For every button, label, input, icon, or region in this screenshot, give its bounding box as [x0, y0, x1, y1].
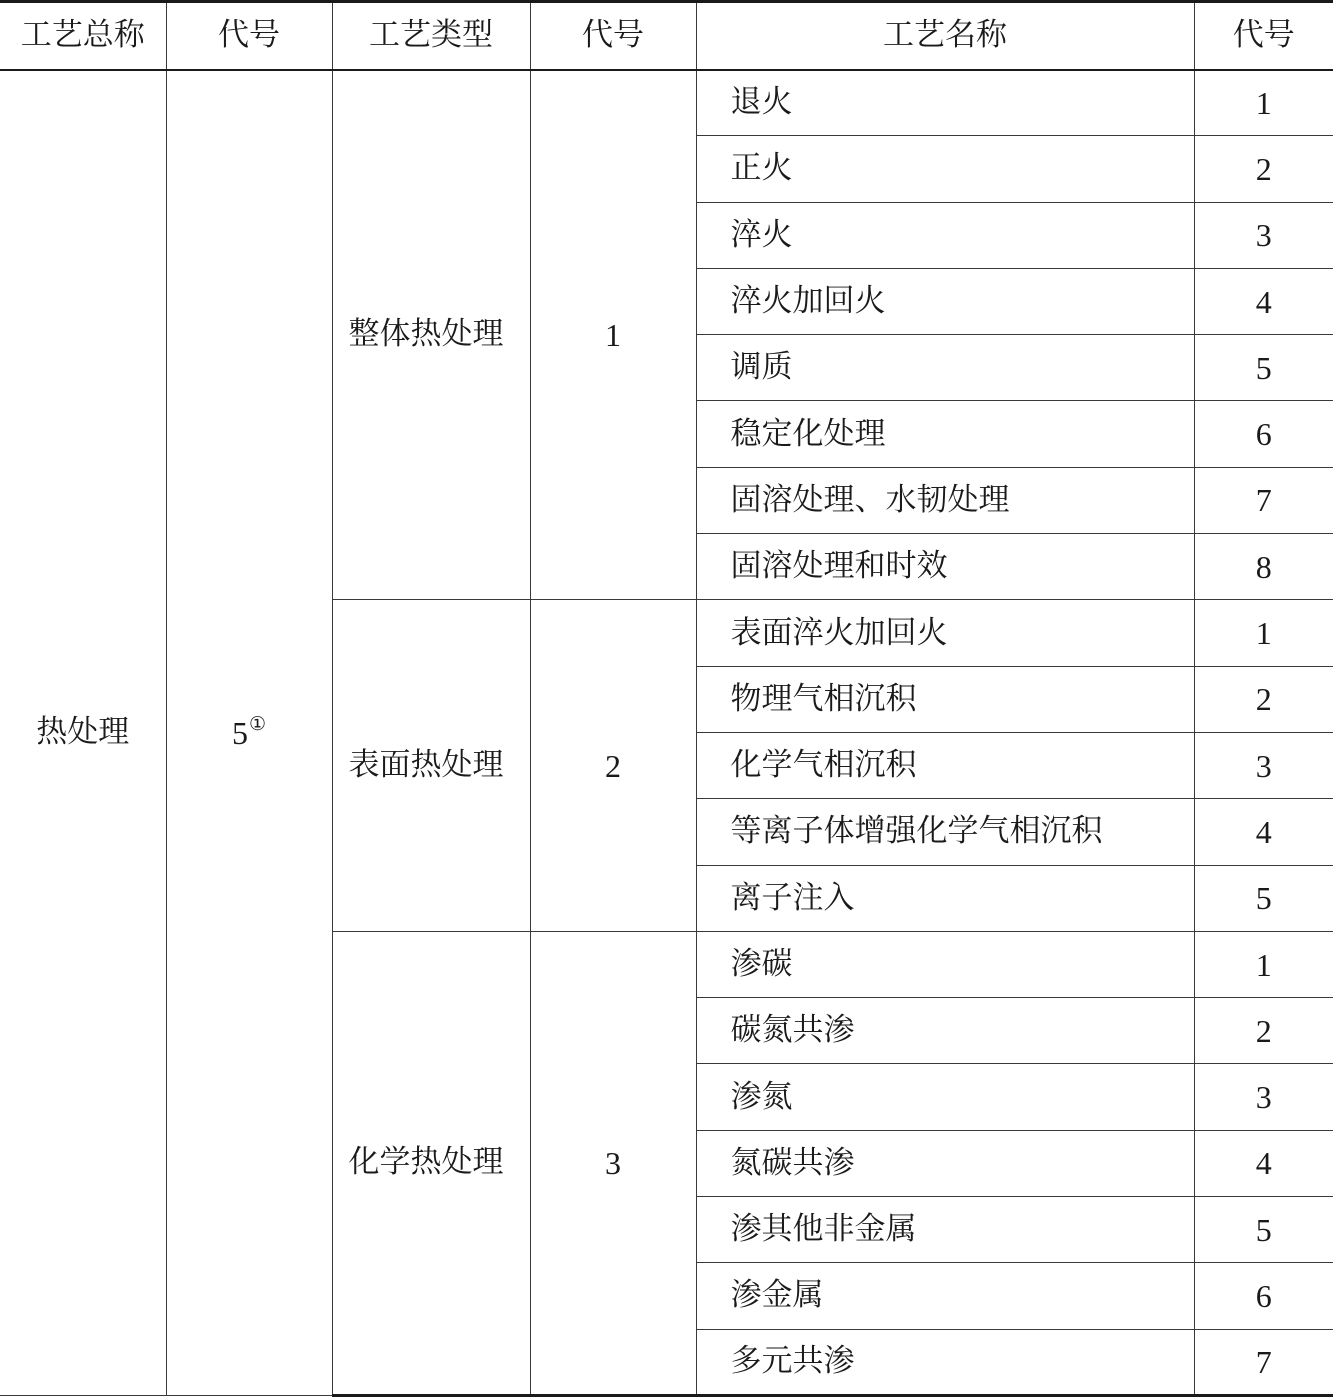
process-name-cell: 淬火加回火 — [696, 268, 1194, 334]
process-name-cell: 固溶处理和时效 — [696, 534, 1194, 600]
process-name-cell: 渗氮 — [696, 1064, 1194, 1130]
type-code-cell: 1 — [530, 70, 696, 600]
process-code-cell: 7 — [1194, 467, 1333, 533]
process-name-cell: 固溶处理、水韧处理 — [696, 467, 1194, 533]
process-code-cell: 6 — [1194, 1263, 1333, 1329]
process-code-cell: 3 — [1194, 732, 1333, 798]
process-code-cell: 4 — [1194, 799, 1333, 865]
process-code-cell: 1 — [1194, 931, 1333, 997]
process-code-cell: 3 — [1194, 1064, 1333, 1130]
process-name-cell: 渗碳 — [696, 931, 1194, 997]
process-code-cell: 4 — [1194, 1130, 1333, 1196]
process-name-cell: 碳氮共渗 — [696, 998, 1194, 1064]
table-row — [0, 70, 1333, 136]
process-name-cell: 稳定化处理 — [696, 401, 1194, 467]
process-code-cell: 2 — [1194, 998, 1333, 1064]
header-process-name: 工艺名称 — [696, 2, 1194, 70]
header-type-name: 工艺类型 — [332, 2, 530, 70]
process-code-cell: 8 — [1194, 534, 1333, 600]
header-type-code: 代号 — [530, 2, 696, 70]
general-code: 5 — [231, 715, 248, 752]
process-name-cell: 淬火 — [696, 202, 1194, 268]
process-code-cell: 6 — [1194, 401, 1333, 467]
general-code-cell — [166, 70, 332, 1396]
process-name-cell: 化学气相沉积 — [696, 732, 1194, 798]
process-code-cell: 5 — [1194, 1197, 1333, 1263]
process-code-cell: 2 — [1194, 666, 1333, 732]
process-code-cell: 1 — [1194, 600, 1333, 666]
process-name-cell: 离子注入 — [696, 865, 1194, 931]
process-name-cell: 渗其他非金属 — [696, 1197, 1194, 1263]
header-general-code: 代号 — [166, 2, 332, 70]
process-name-cell: 多元共渗 — [696, 1329, 1194, 1395]
process-name-cell: 正火 — [696, 136, 1194, 202]
general-name-cell: 热处理 — [0, 70, 166, 1396]
process-code-cell: 7 — [1194, 1329, 1333, 1395]
type-name-cell: 整体热处理 — [332, 70, 530, 600]
type-code-cell: 3 — [530, 931, 696, 1395]
header-general-name: 工艺总称 — [0, 2, 166, 70]
process-name-cell: 调质 — [696, 335, 1194, 401]
header-process-code: 代号 — [1194, 2, 1333, 70]
process-code-cell: 2 — [1194, 136, 1333, 202]
process-code-cell: 4 — [1194, 268, 1333, 334]
process-code-cell: 5 — [1194, 865, 1333, 931]
process-name-cell: 物理气相沉积 — [696, 666, 1194, 732]
table-header-row — [0, 2, 1333, 70]
process-name-cell: 氮碳共渗 — [696, 1130, 1194, 1196]
type-name-cell: 化学热处理 — [332, 931, 530, 1395]
process-name-cell: 退火 — [696, 70, 1194, 136]
type-name-cell: 表面热处理 — [332, 600, 530, 931]
process-code-cell: 3 — [1194, 202, 1333, 268]
process-code-cell: 1 — [1194, 70, 1333, 136]
process-name-cell: 等离子体增强化学气相沉积 — [696, 799, 1194, 865]
process-code-cell: 5 — [1194, 335, 1333, 401]
process-name-cell: 表面淬火加回火 — [696, 600, 1194, 666]
process-name-cell: 渗金属 — [696, 1263, 1194, 1329]
type-code-cell: 2 — [530, 600, 696, 931]
footnote-marker: ① — [248, 713, 267, 736]
